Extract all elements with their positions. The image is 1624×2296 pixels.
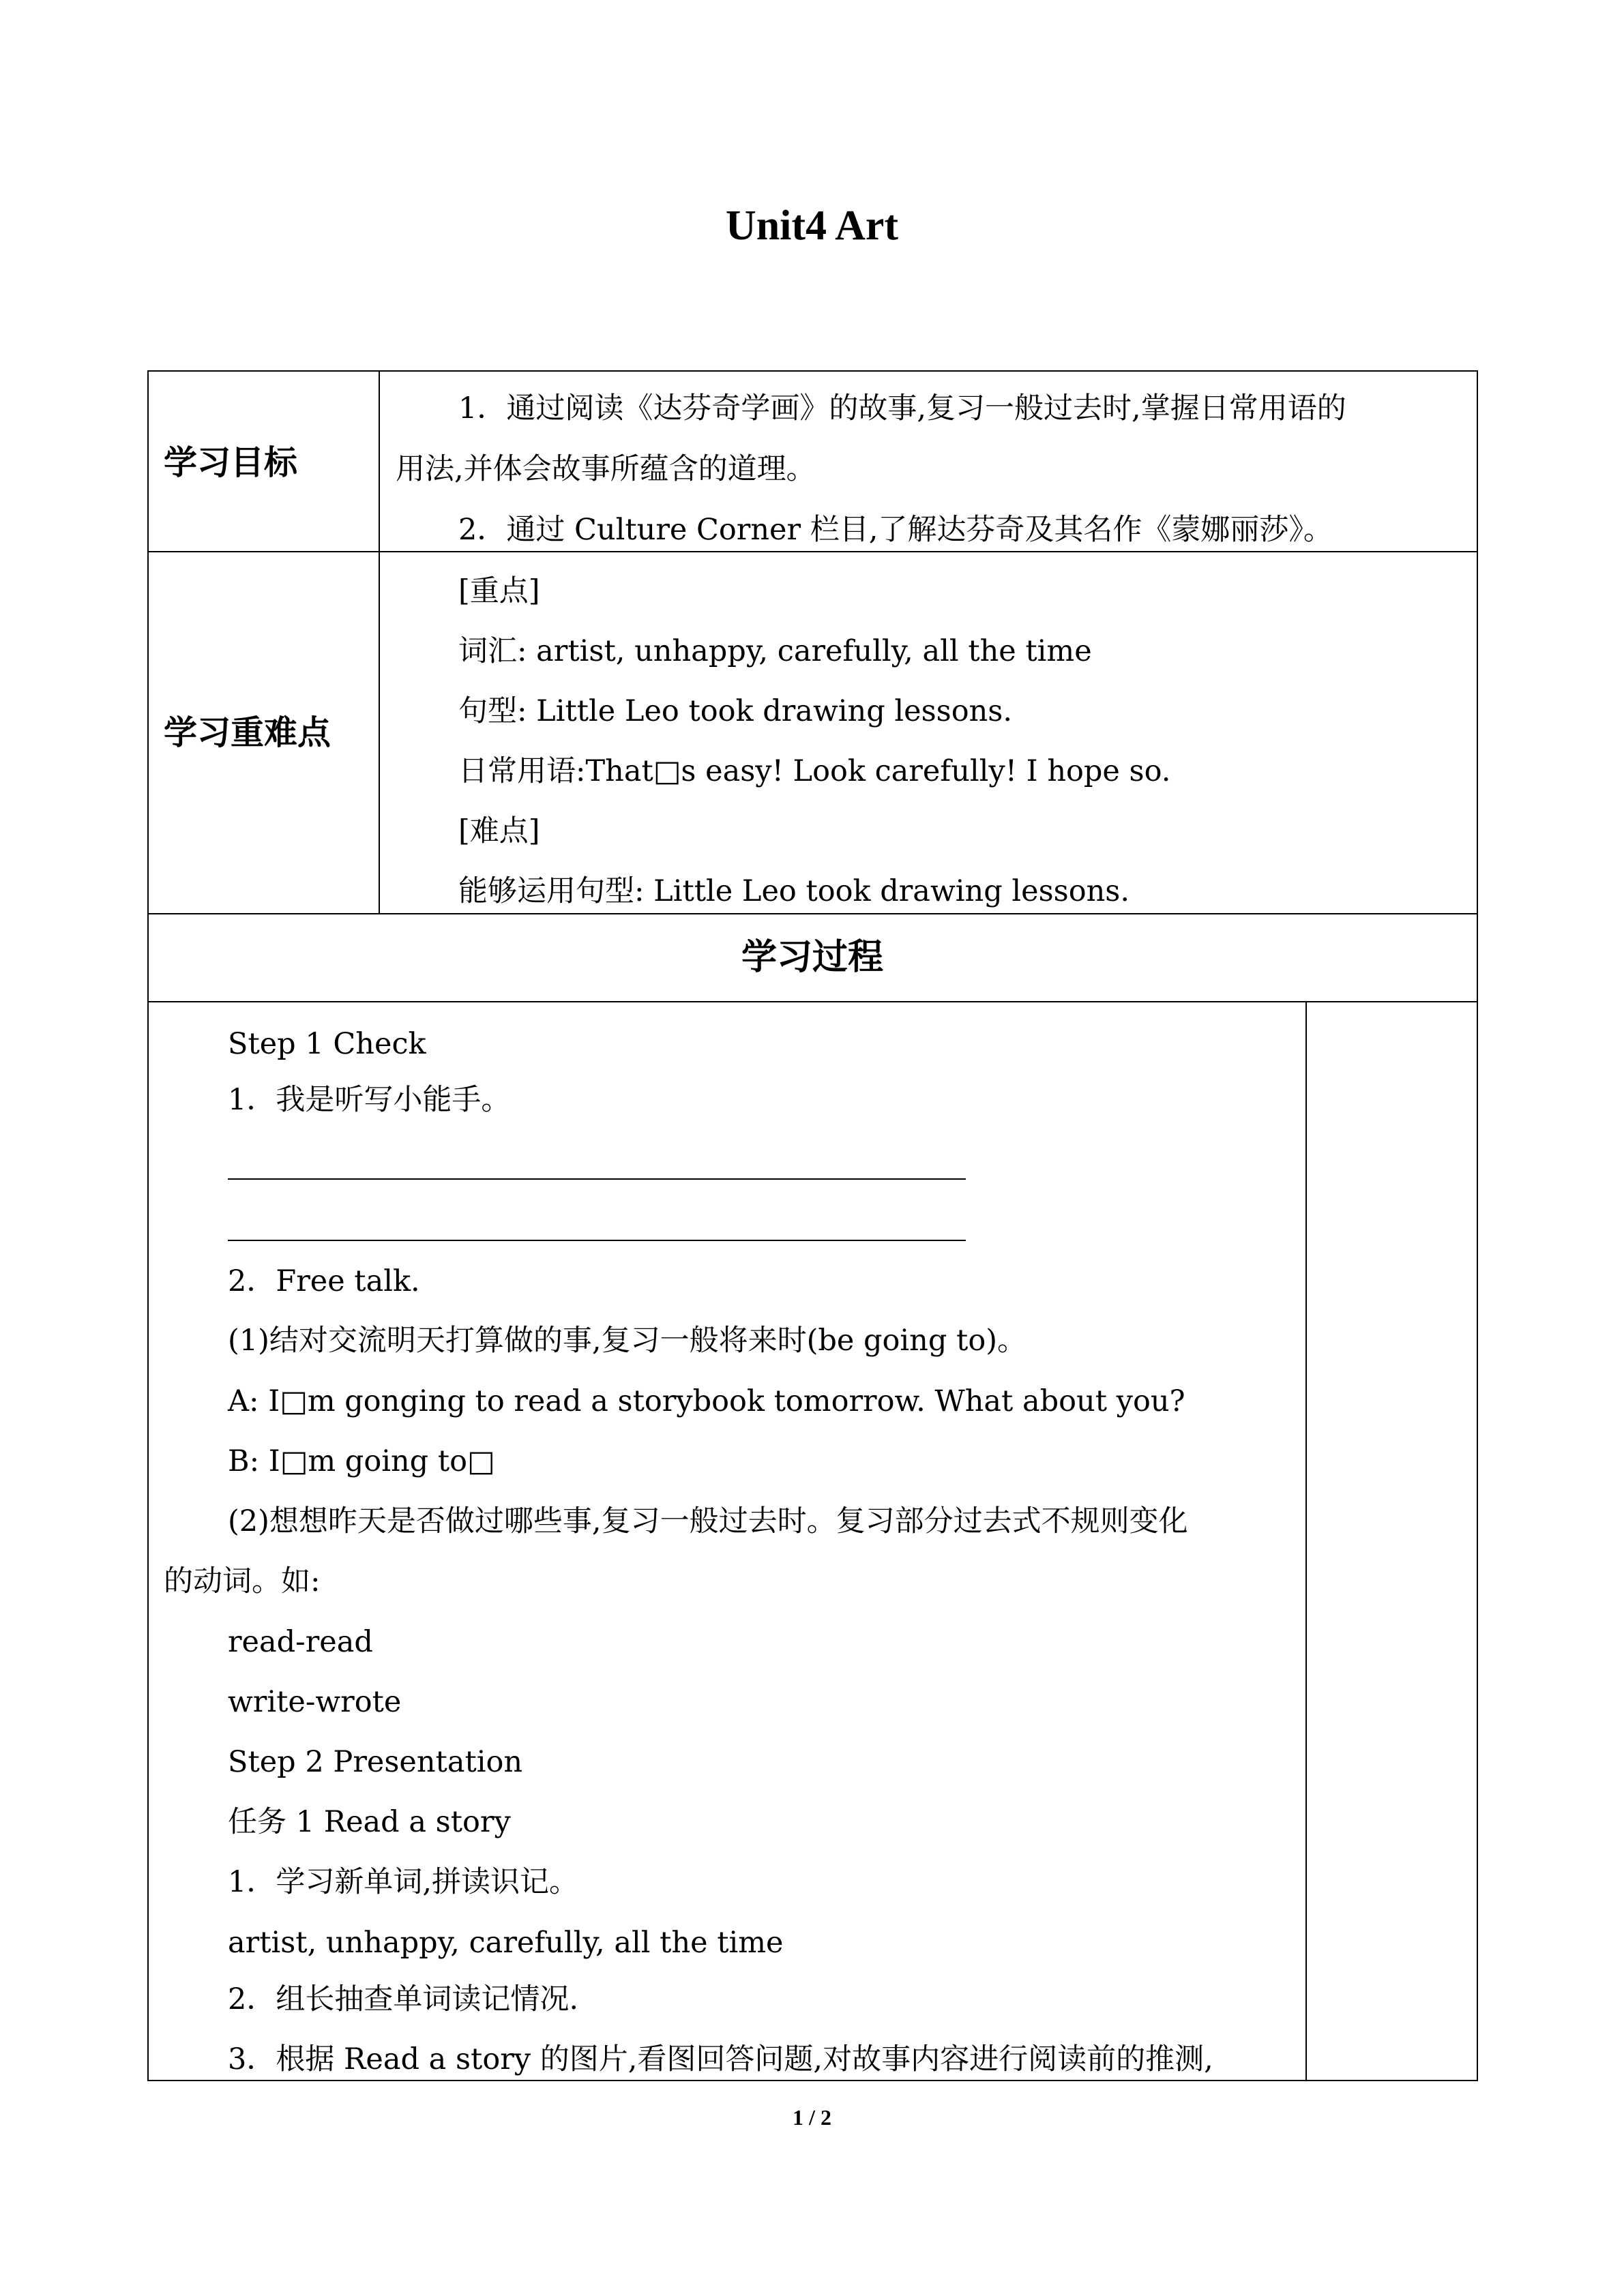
table-border-right: [1477, 370, 1478, 2081]
table-border-bottom: [147, 2080, 1478, 2081]
table-border-left: [147, 370, 149, 2081]
table-divider-header: [147, 1001, 1478, 1002]
table-label-column-divider: [379, 370, 380, 914]
process-line: 3．根据 Read a story 的图片,看图回答问题,对故事内容进行阅读前的推测,: [228, 2042, 1213, 2076]
key-points-line: 能够运用句型: Little Leo took drawing lessons.: [458, 874, 1130, 908]
table-notes-column-divider: [1305, 1001, 1307, 2081]
objectives-line: 2．通过 Culture Corner 栏目,了解达芬奇及其名作《蒙娜丽莎》。: [458, 513, 1333, 547]
table-divider-keypoints: [147, 913, 1478, 914]
dictation-answer-line[interactable]: [228, 1178, 966, 1180]
process-line: Step 2 Presentation: [228, 1745, 523, 1779]
key-points-label: 学习重难点: [164, 713, 331, 752]
process-header: 学习过程: [741, 937, 883, 978]
key-points-line: [重点]: [458, 574, 540, 608]
key-points-line: 日常用语:That□s easy! Look carefully! I hope so.: [458, 754, 1171, 788]
objectives-label: 学习目标: [164, 443, 298, 482]
process-line: read-read: [228, 1625, 373, 1659]
document-title: Unit4 Art: [725, 203, 899, 249]
process-line: 1．学习新单词,拼读识记。: [228, 1865, 579, 1899]
process-line: (1)结对交流明天打算做的事,复习一般将来时(be going to)。: [228, 1324, 1027, 1358]
process-line: A: I□m gonging to read a storybook tomorrow. What about you?: [228, 1384, 1185, 1418]
key-points-line: [难点]: [458, 814, 540, 848]
process-line: 任务 1 Read a story: [228, 1805, 511, 1839]
key-points-line: 词汇: artist, unhappy, carefully, all the time: [458, 634, 1092, 668]
process-line: 的动词。如:: [164, 1564, 321, 1598]
process-line: 2．Free talk.: [228, 1264, 420, 1298]
process-line: (2)想想昨天是否做过哪些事,复习一般过去时。复习部分过去式不规则变化: [228, 1504, 1188, 1538]
objectives-line: 用法,并体会故事所蕴含的道理。: [396, 452, 816, 486]
table-border-top: [147, 370, 1478, 372]
objectives-line: 1．通过阅读《达芬奇学画》的故事,复习一般过去时,掌握日常用语的: [458, 391, 1346, 426]
dictation-answer-line[interactable]: [228, 1240, 966, 1241]
process-line: artist, unhappy, carefully, all the time: [228, 1926, 784, 1960]
process-line: write-wrote: [228, 1685, 402, 1719]
process-line: B: I□m going to□: [228, 1444, 495, 1478]
table-divider-objectives: [147, 551, 1478, 552]
process-line: 1．我是听写小能手。: [228, 1083, 511, 1117]
process-line: Step 1 Check: [228, 1027, 426, 1061]
page-number: 1 / 2: [793, 2105, 831, 2130]
process-line: 2．组长抽查单词读记情况.: [228, 1982, 579, 2016]
key-points-line: 句型: Little Leo took drawing lessons.: [458, 694, 1013, 728]
